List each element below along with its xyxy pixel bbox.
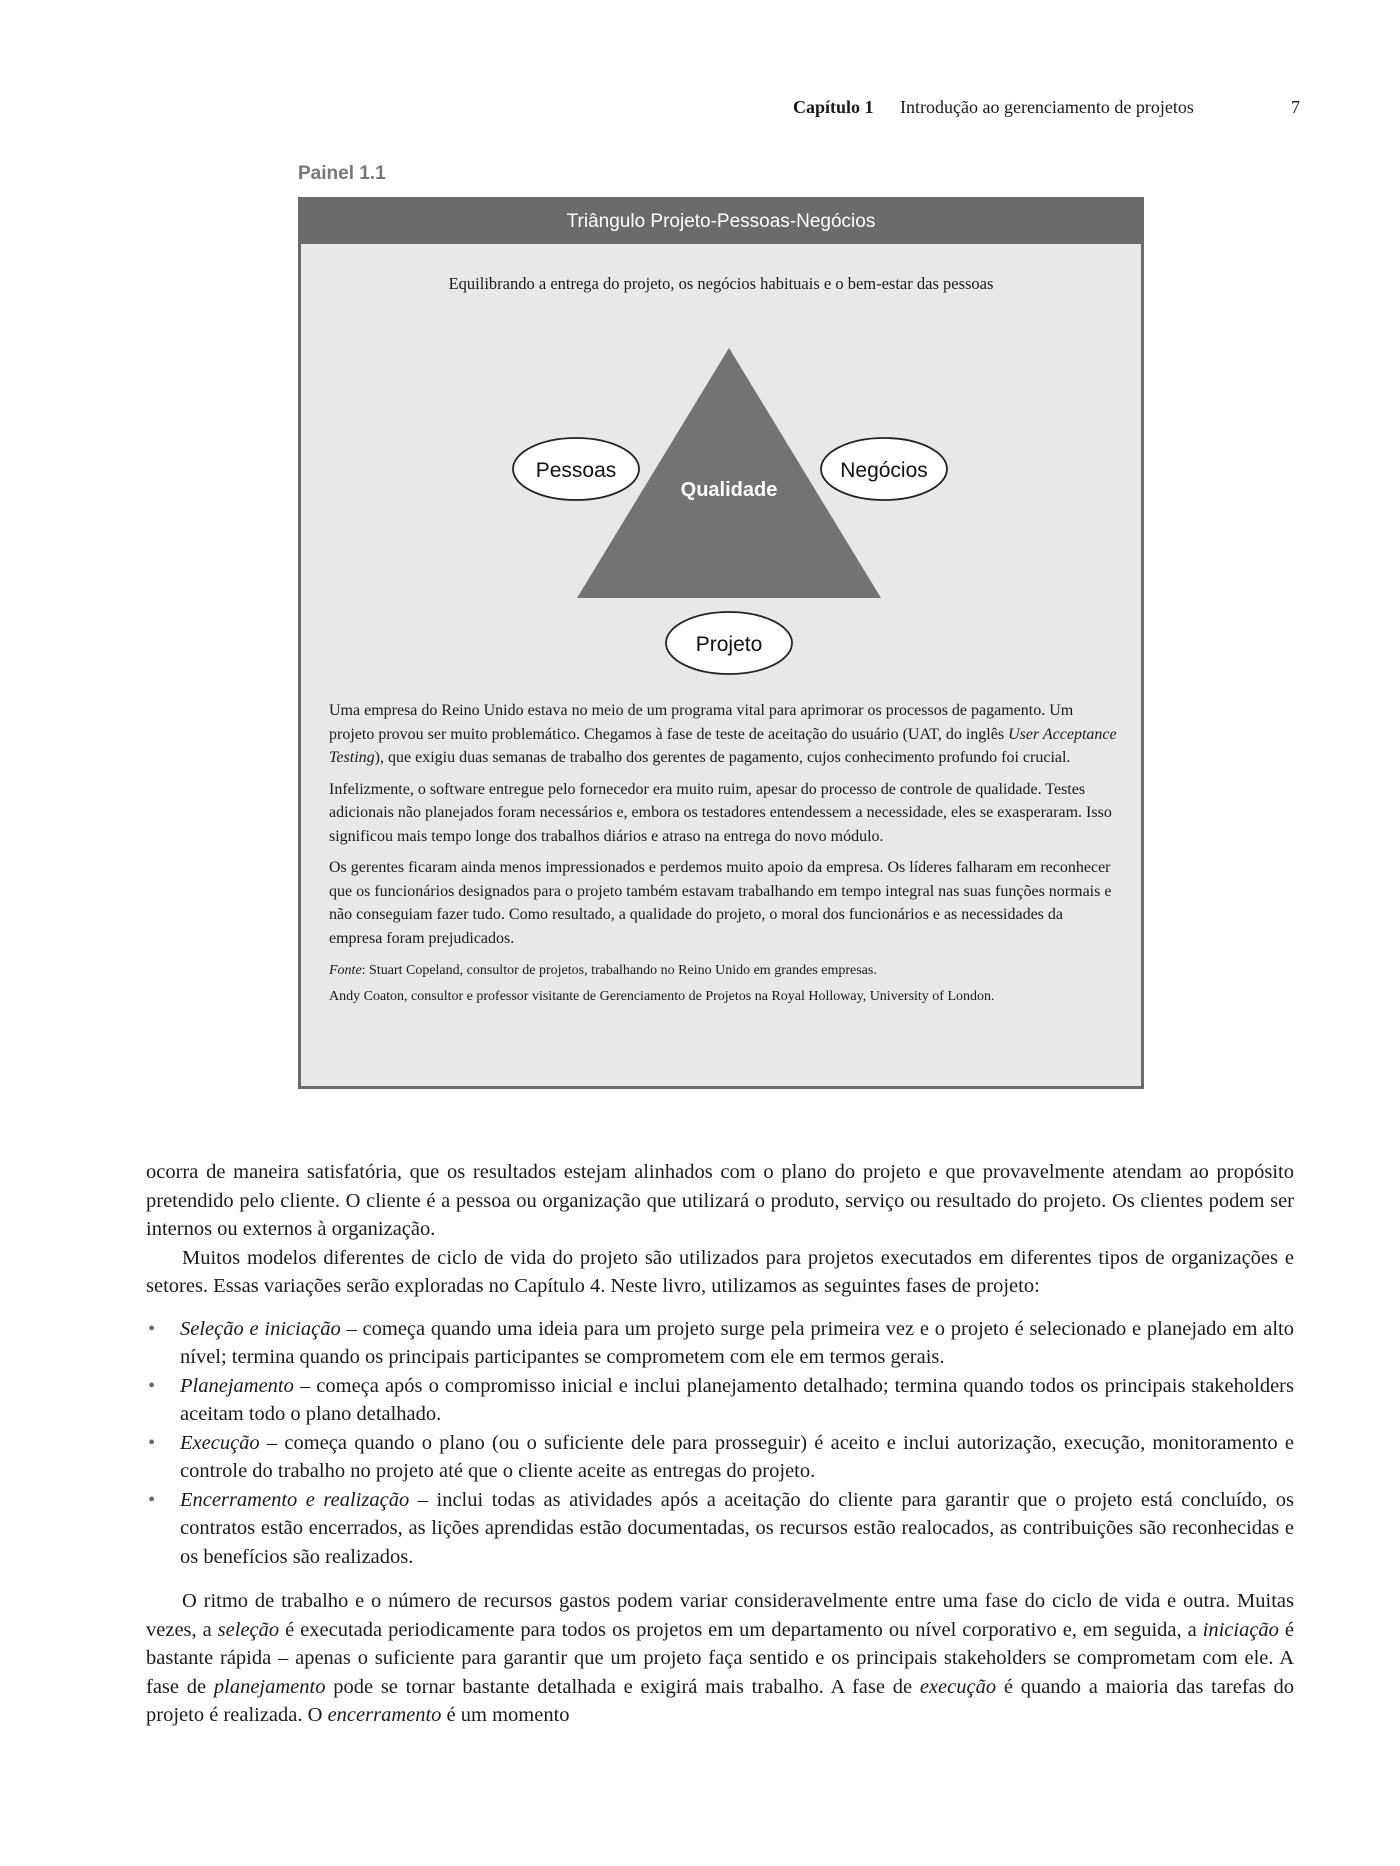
chapter-label: Capítulo 1 — [793, 97, 874, 117]
page-number: 7 — [1291, 97, 1300, 117]
body-paragraph-1: ocorra de maneira satisfatória, que os resultados estejam alinhados com o plano do projeto e que provavelmente atendam ao propósito pretendido pelo cliente. O cliente é a pessoa ou organização que utilizará o produto, serviço ou resultado do projeto. Os clientes podem ser internos ou externos à organização. — [146, 1161, 1294, 1240]
panel-subtitle: Equilibrando a entrega do projeto, os negócios habituais e o bem-estar das pessoas — [448, 274, 994, 293]
panel-paragraph-1: Uma empresa do Reino Unido estava no meio de um programa vital para aprimorar os processos de pagamento. Um projeto provou ser muito problemático. Chegamos à fase de teste de aceitação do usuário (UAT, do inglês User Acceptance Testing), que exigiu duas semanas de trabalho dos gerentes de pagamento, cujos conhecimento profundo foi crucial. — [329, 702, 1117, 766]
panel-label: Painel 1.1 — [298, 163, 386, 184]
running-head — [700, 97, 1300, 121]
list-item: • Encerramento e realização – inclui todas as atividades após a aceitação do cliente para garantir que o projeto está concluído, os contratos estão encerrados, as lições aprendidas estão documentadas, os recursos estão realocados, as contribuições são reconhecidas e os benefícios são realizados. — [146, 1486, 1294, 1572]
chapter-title: Introdução ao gerenciamento de projetos — [900, 97, 1194, 117]
body-text — [146, 1158, 1294, 1730]
source-line-2: Andy Coaton, consultor e professor visitante de Gerenciamento de Projetos na Royal Holloway, University of London. — [329, 989, 995, 1004]
bullet-icon: • — [148, 1374, 156, 1397]
body-paragraph-2: Muitos modelos diferentes de ciclo de vida do projeto são utilizados para projetos executados em diferentes tipos de organizações e setores. Essas variações serão exploradas no Capítulo 4. Neste livro, utilizamos as seguintes fases de projeto: — [146, 1246, 1294, 1297]
list-item: • Execução – começa quando o plano (ou o suficiente dele para prosseguir) é aceito e inclui autorização, execução, monitoramento e controle do trabalho no projeto até que o cliente aceite as entregas do projeto. — [146, 1429, 1294, 1486]
source-line-1: Fonte: Stuart Copeland, consultor de projetos, trabalhando no Reino Unido em grandes empresas. — [329, 963, 877, 978]
triangle-diagram — [301, 318, 1141, 698]
panel-text — [329, 699, 1119, 1010]
label-pessoas: Pessoas — [535, 459, 617, 482]
label-negocios: Negócios — [840, 459, 928, 482]
panel-paragraph-3: Os gerentes ficaram ainda menos impressionados e perdemos muito apoio da empresa. Os líderes falharam em reconhecer que os funcionários designados para o projeto também estavam trabalhando em tempo integral nas suas funções normais e não conseguiam fazer tudo. Como resultado, a qualidade do projeto, o moral dos funcionários e as necessidades da empresa foram prejudicados. — [329, 859, 1112, 947]
phase-list — [146, 1315, 1294, 1572]
triangle-label-quality: Qualidade — [680, 479, 778, 501]
panel-box — [298, 197, 1144, 1089]
list-item: • Planejamento – começa após o compromisso inicial e inclui planejamento detalhado; termina quando todos os principais stakeholders aceitam todo o plano detalhado. — [146, 1372, 1294, 1429]
panel-title: Triângulo Projeto-Pessoas-Negócios — [301, 200, 1141, 244]
list-item: • Seleção e iniciação – começa quando uma ideia para um projeto surge pela primeira vez e o projeto é selecionado e planejado em alto nível; termina quando os principais participantes se comprometem com ele em termos gerais. — [146, 1315, 1294, 1372]
bullet-icon: • — [148, 1431, 156, 1454]
bullet-icon: • — [148, 1317, 156, 1340]
body-paragraph-3: O ritmo de trabalho e o número de recursos gastos podem variar consideravelmente entre uma fase do ciclo de vida e outra. Muitas vezes, a seleção é executada periodicamente para todos os projetos em um departamento ou nível corporativo e, em seguida, a iniciação é bastante rápida – apenas o suficiente para garantir que um projeto faça sentido e os principais stakeholders se comprometam com ele. A fase de planejamento pode se tornar bastante detalhada e exigirá mais trabalho. A fase de execução é quando a maioria das tarefas do projeto é realizada. O encerramento é um momento — [146, 1590, 1294, 1726]
label-projeto: Projeto — [695, 633, 763, 656]
bullet-icon: • — [148, 1488, 156, 1511]
panel-paragraph-2: Infelizmente, o software entregue pelo fornecedor era muito ruim, apesar do processo de controle de qualidade. Testes adicionais não planejados foram necessários e, embora os testadores entendessem a necessidade, eles se exasperaram. Isso significou mais tempo longe dos trabalhos diários e atraso na entrega do novo módulo. — [329, 780, 1112, 845]
